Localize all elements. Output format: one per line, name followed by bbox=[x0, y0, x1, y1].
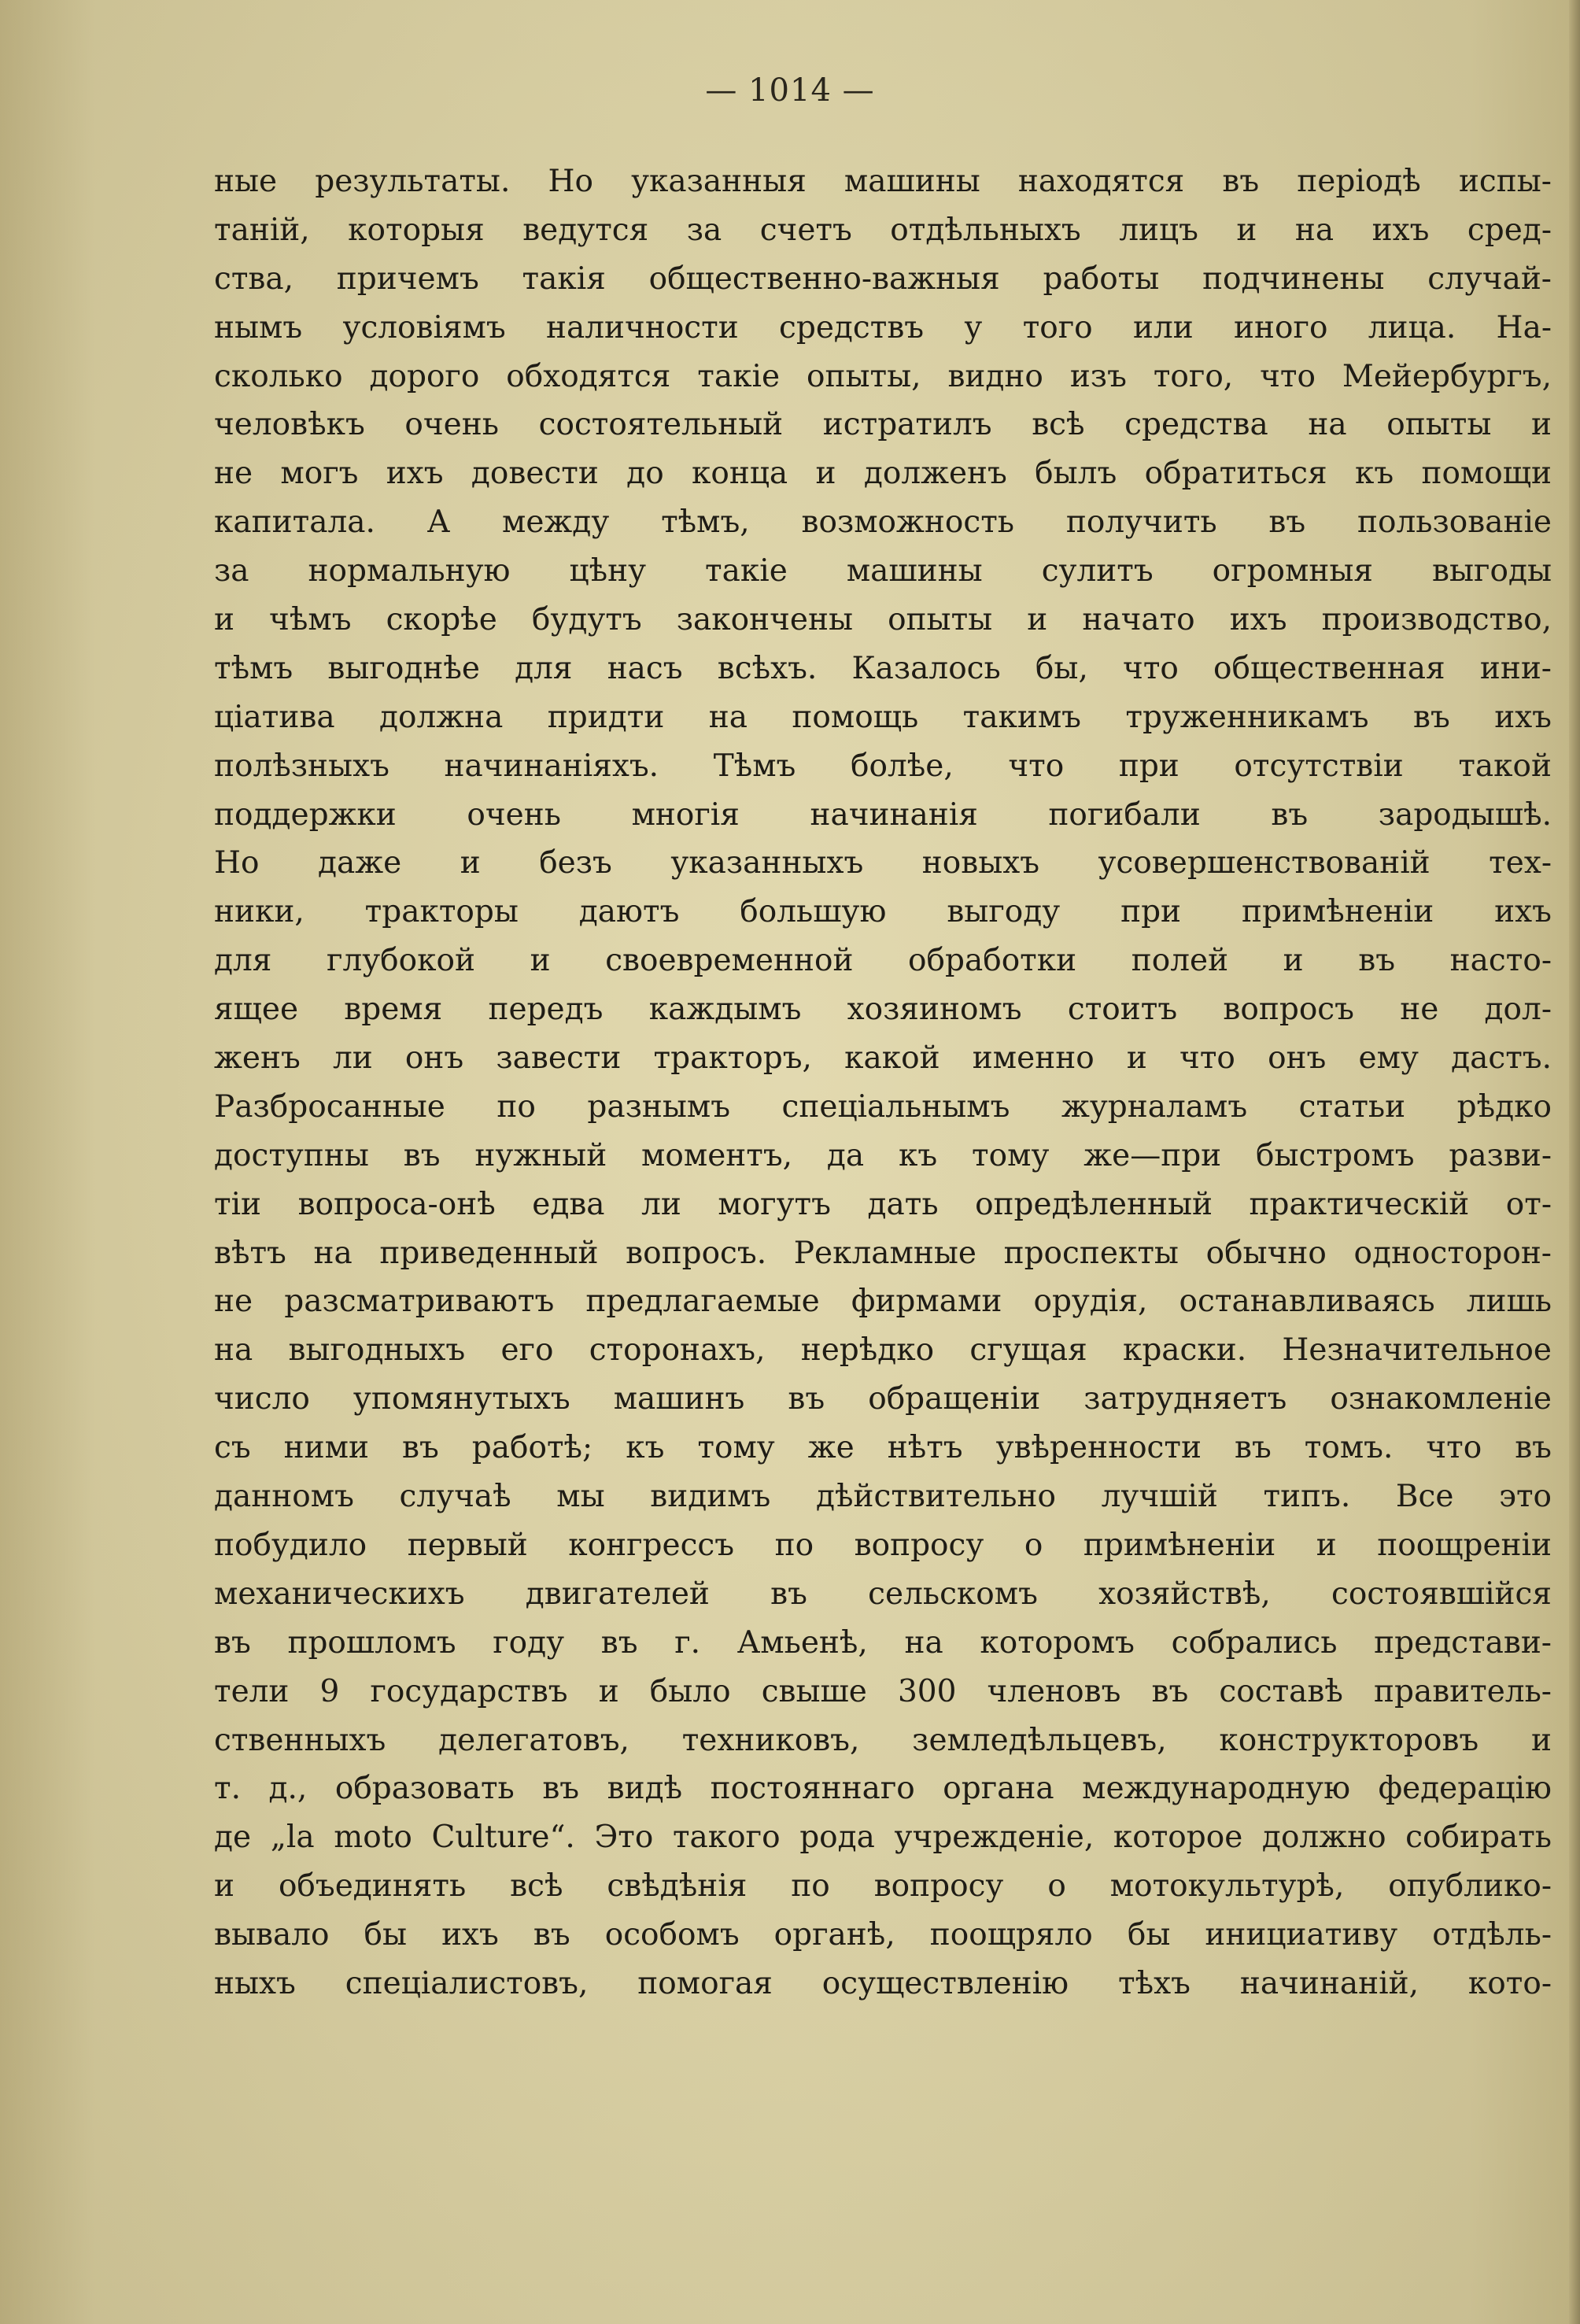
text-line: ства, причемъ такія общественно-важныя работы подчинены случай- bbox=[214, 260, 1552, 297]
text-line: тели 9 государствъ и было свыше 300 членовъ въ составѣ правитель- bbox=[214, 1673, 1552, 1709]
text-line: Разбросанные по разнымъ спеціальнымъ журналамъ статьи рѣдко bbox=[214, 1088, 1552, 1125]
text-line: за нормальную цѣну такіе машины сулитъ огромныя выгоды bbox=[214, 553, 1552, 589]
text-line: не могъ ихъ довести до конца и долженъ былъ обратиться къ помощи bbox=[214, 456, 1552, 492]
text-line: ныхъ спеціалистовъ, помогая осуществленію тѣхъ начинаній, кото- bbox=[214, 1965, 1552, 2001]
page-edge bbox=[1569, 0, 1580, 2324]
text-line: поддержки очень многія начинанія погибали въ зародышѣ. bbox=[214, 796, 1552, 833]
text-line: человѣкъ очень состоятельный истратилъ всѣ средства на опыты и bbox=[214, 407, 1552, 443]
text-line: для глубокой и своевременной обработки полей и въ насто- bbox=[214, 943, 1552, 979]
text-line: на выгодныхъ его сторонахъ, нерѣдко сгущая краски. Незначительное bbox=[214, 1332, 1552, 1369]
text-line: тіи вопроса-онѣ едва ли могутъ дать опредѣленный практическій от- bbox=[214, 1186, 1552, 1222]
text-line: доступны въ нужный моментъ, да къ тому же—при быстромъ разви- bbox=[214, 1137, 1552, 1173]
text-line: и объединять всѣ свѣдѣнія по вопросу о мотокультурѣ, опублико- bbox=[214, 1868, 1552, 1905]
text-line: Но даже и безъ указанныхъ новыхъ усовершенствованій тех- bbox=[214, 845, 1552, 881]
text-line: данномъ случаѣ мы видимъ дѣйствительно лучшій типъ. Все это bbox=[214, 1479, 1552, 1515]
text-line: де „la moto Culture“. Это такого рода учрежденіе, которое должно собирать bbox=[214, 1820, 1552, 1856]
text-line: ціатива должна придти на помощь такимъ труженникамъ въ ихъ bbox=[214, 699, 1552, 735]
text-line: тѣмъ выгоднѣе для насъ всѣхъ. Казалось бы, что общественная ини- bbox=[214, 650, 1552, 686]
text-line: ственныхъ делегатовъ, техниковъ, земледѣльцевъ, конструкторовъ и bbox=[214, 1722, 1552, 1758]
text-line: число упомянутыхъ машинъ въ обращеніи затрудняетъ ознакомленіе bbox=[214, 1381, 1552, 1417]
text-line: съ ними въ работѣ; къ тому же нѣтъ увѣренности въ томъ. что въ bbox=[214, 1430, 1552, 1466]
text-line: и чѣмъ скорѣе будутъ закончены опыты и начато ихъ производство, bbox=[214, 602, 1552, 638]
text-line: ящее время передъ каждымъ хозяиномъ стоитъ вопросъ не дол- bbox=[214, 992, 1552, 1028]
text-line: таній, которыя ведутся за счетъ отдѣльныхъ лицъ и на ихъ сред- bbox=[214, 212, 1552, 248]
text-line: механическихъ двигателей въ сельскомъ хозяйствѣ, состоявшійся bbox=[214, 1576, 1552, 1612]
text-line: ники, тракторы даютъ большую выгоду при примѣненіи ихъ bbox=[214, 894, 1552, 930]
text-line: капитала. А между тѣмъ, возможность получить въ пользованіе bbox=[214, 504, 1552, 541]
text-line: въ прошломъ году въ г. Амьенѣ, на которомъ собрались представи- bbox=[214, 1624, 1552, 1661]
text-line: полѣзныхъ начинаніяхъ. Тѣмъ болѣе, что при отсутствіи такой bbox=[214, 748, 1552, 784]
text-line: вывало бы ихъ въ особомъ органѣ, поощряло бы инициативу отдѣль- bbox=[214, 1917, 1552, 1953]
text-line: т. д., образовать въ видѣ постояннаго органа международную федерацію bbox=[214, 1771, 1552, 1807]
page-number: — 1014 — bbox=[705, 72, 875, 109]
text-line: не разсматриваютъ предлагаемые фирмами орудія, останавливаясь лишь bbox=[214, 1284, 1552, 1320]
text-line: нымъ условіямъ наличности средствъ у того или иного лица. На- bbox=[214, 309, 1552, 345]
text-line: побудило первый конгрессъ по вопросу о примѣненіи и поощреніи bbox=[214, 1527, 1552, 1563]
text-line: женъ ли онъ завести тракторъ, какой именно и что онъ ему дастъ. bbox=[214, 1040, 1552, 1077]
text-line: сколько дорого обходятся такіе опыты, видно изъ того, что Мейербургъ, bbox=[214, 358, 1552, 394]
body-text bbox=[214, 157, 1552, 2008]
text-line: ные результаты. Но указанныя машины находятся въ періодѣ испы- bbox=[214, 164, 1552, 199]
text-line: вѣтъ на приведенный вопросъ. Рекламные проспекты обычно односторон- bbox=[214, 1235, 1552, 1271]
